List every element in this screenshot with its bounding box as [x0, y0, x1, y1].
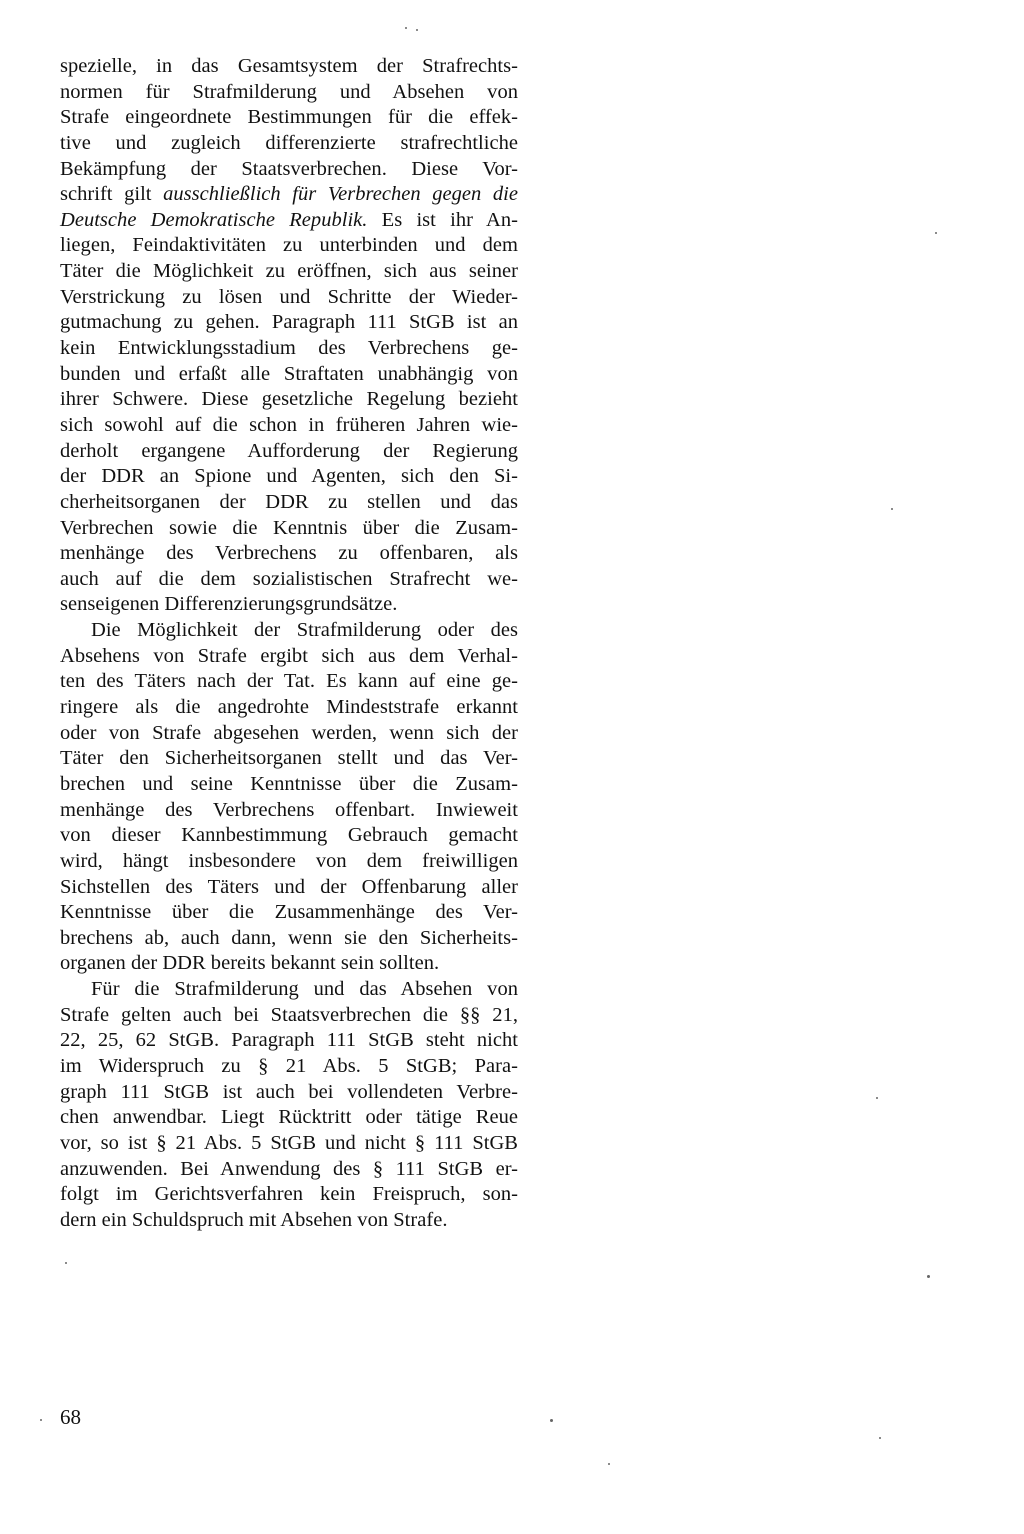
text-span: ringere als die angedrohte Mindeststrafe erkannt	[60, 696, 518, 719]
text-span: tive und zugleich differenzierte strafrechtliche	[60, 131, 518, 154]
text-span: Verbrechen sowie die Kenntnis über die Zusam-	[60, 516, 518, 539]
text-span: spezielle, in das Gesamtsystem der Strafrechts-	[60, 55, 518, 77]
text-line	[60, 875, 518, 901]
scan-speck	[935, 232, 937, 234]
paragraph	[60, 977, 518, 1233]
text-span: folgt im Gerichtsverfahren kein Freispruch, son-	[60, 1183, 518, 1206]
text-span: ten des Täters nach der Tat. Es kann auf eine ge-	[60, 670, 518, 693]
text-span: cherheitsorganen der DDR zu stellen und das	[60, 490, 518, 513]
text-span: dern ein Schuldspruch mit Absehen von Strafe.	[60, 1208, 448, 1231]
text-line	[60, 746, 518, 772]
text-line	[60, 387, 518, 413]
text-span: 22, 25, 62 StGB. Paragraph 111 StGB steht nicht	[60, 1029, 518, 1052]
text-span: bunden und erfaßt alle Straftaten unabhängig von	[60, 362, 518, 385]
text-span: auch auf die dem sozialistischen Strafrecht we-	[60, 567, 518, 590]
text-line	[60, 1003, 518, 1029]
text-line	[60, 464, 518, 490]
text-span: Kenntnisse über die Zusammenhänge des Ver-	[60, 901, 518, 924]
text-span: Täter den Sicherheitsorganen stellt und das Ver-	[60, 747, 518, 770]
text-line	[60, 592, 518, 618]
text-span: gutmachung zu gehen. Paragraph 111 StGB ist an	[60, 311, 518, 334]
page-number: 68	[60, 1405, 81, 1429]
text-span: Für die Strafmilderung und das Absehen von	[91, 978, 518, 1001]
text-line	[60, 1208, 518, 1234]
text-line	[60, 798, 518, 824]
text-span: Strafe gelten auch bei Staatsverbrechen die §§ 21,	[60, 1003, 518, 1026]
text-line	[60, 823, 518, 849]
text-span: schrift gilt	[60, 183, 164, 206]
text-line	[60, 54, 518, 80]
text-line	[60, 259, 518, 285]
text-span: Absehens von Strafe ergibt sich aus dem Verhal-	[60, 644, 518, 667]
text-line	[60, 772, 518, 798]
text-line	[60, 310, 518, 336]
text-line	[60, 285, 518, 311]
text-line	[60, 208, 518, 234]
text-span: ihrer Schwere. Diese gesetzliche Regelung bezieht	[60, 388, 518, 411]
text-span: im Widerspruch zu § 21 Abs. 5 StGB; Para-	[60, 1054, 518, 1077]
text-line	[60, 413, 518, 439]
text-line	[60, 695, 518, 721]
italic-text: ausschließlich für Verbrechen gegen die	[163, 183, 518, 206]
text-line	[60, 1028, 518, 1054]
text-line	[60, 336, 518, 362]
text-span: organen der DDR bereits bekannt sein sollten.	[60, 952, 440, 975]
text-span: Strafe eingeordnete Bestimmungen für die effek-	[60, 106, 518, 129]
text-line	[60, 721, 518, 747]
text-line	[60, 157, 518, 183]
text-span: Es ist ihr An-	[367, 208, 518, 231]
scan-speck	[927, 1275, 930, 1278]
text-line	[60, 567, 518, 593]
text-span: graph 111 StGB ist auch bei vollendeten Verbre-	[60, 1080, 518, 1103]
text-span: kein Entwicklungsstadium des Verbrechens ge-	[60, 337, 518, 360]
scan-speck	[876, 1097, 878, 1099]
text-line	[60, 1131, 518, 1157]
text-span: brechen und seine Kenntnisse über die Zusam-	[60, 772, 518, 795]
text-span: vor, so ist § 21 Abs. 5 StGB und nicht § 111 StGB	[60, 1131, 518, 1154]
text-line	[60, 362, 518, 388]
text-span: Täter die Möglichkeit zu eröffnen, sich aus seiner	[60, 260, 518, 283]
text-span: von dieser Kannbestimmung Gebrauch gemacht	[60, 824, 518, 847]
text-line	[60, 1157, 518, 1183]
scan-speck	[550, 1419, 553, 1422]
text-line	[60, 849, 518, 875]
text-line	[60, 439, 518, 465]
text-span: Sichstellen des Täters und der Offenbarung aller	[60, 875, 518, 898]
text-span: liegen, Feindaktivitäten zu unterbinden und dem	[60, 234, 518, 257]
scan-speck	[40, 1419, 42, 1421]
text-line	[60, 516, 518, 542]
scan-speck	[891, 508, 893, 510]
text-line	[60, 900, 518, 926]
text-span: normen für Strafmilderung und Absehen von	[60, 80, 518, 103]
text-span: wird, hängt insbesondere von dem freiwilligen	[60, 849, 518, 872]
text-line	[60, 182, 518, 208]
text-line	[60, 977, 518, 1003]
text-line	[60, 1182, 518, 1208]
text-line	[60, 1080, 518, 1106]
italic-text: Deutsche Demokratische Republik.	[60, 208, 368, 231]
text-line	[60, 926, 518, 952]
scan-speck	[65, 1262, 67, 1264]
text-line	[60, 1054, 518, 1080]
paragraph	[60, 54, 518, 618]
text-span: menhänge des Verbrechens zu offenbaren, als	[60, 542, 518, 565]
text-span: brechens ab, auch dann, wenn sie den Sicherheits-	[60, 926, 518, 949]
text-span: senseigenen Differenzierungsgrundsätze.	[60, 593, 398, 616]
text-line	[60, 233, 518, 259]
text-line	[60, 669, 518, 695]
scan-speck	[416, 29, 418, 31]
text-span: der DDR an Spione und Agenten, sich den Si-	[60, 465, 518, 488]
scan-speck	[608, 1463, 610, 1465]
text-span: derholt ergangene Aufforderung der Regierung	[60, 439, 518, 462]
text-span: Bekämpfung der Staatsverbrechen. Diese Vor-	[60, 157, 518, 180]
text-span: anzuwenden. Bei Anwendung des § 111 StGB er-	[60, 1157, 518, 1180]
body-text	[60, 54, 518, 1233]
text-line	[60, 80, 518, 106]
scan-speck	[879, 1437, 881, 1439]
text-line	[60, 131, 518, 157]
paragraph	[60, 618, 518, 977]
text-span: Verstrickung zu lösen und Schritte der Wieder-	[60, 285, 518, 308]
text-line	[60, 541, 518, 567]
scan-speck	[405, 27, 407, 29]
text-span: Die Möglichkeit der Strafmilderung oder des	[91, 619, 518, 642]
text-line	[60, 618, 518, 644]
text-span: oder von Strafe abgesehen werden, wenn sich der	[60, 721, 518, 744]
text-span: menhänge des Verbrechens offenbart. Inwieweit	[60, 798, 518, 821]
text-line	[60, 105, 518, 131]
text-span: sich sowohl auf die schon in früheren Jahren wie-	[60, 413, 518, 436]
text-line	[60, 644, 518, 670]
text-line	[60, 490, 518, 516]
text-line	[60, 951, 518, 977]
text-span: chen anwendbar. Liegt Rücktritt oder tätige Reue	[60, 1106, 518, 1129]
text-line	[60, 1105, 518, 1131]
